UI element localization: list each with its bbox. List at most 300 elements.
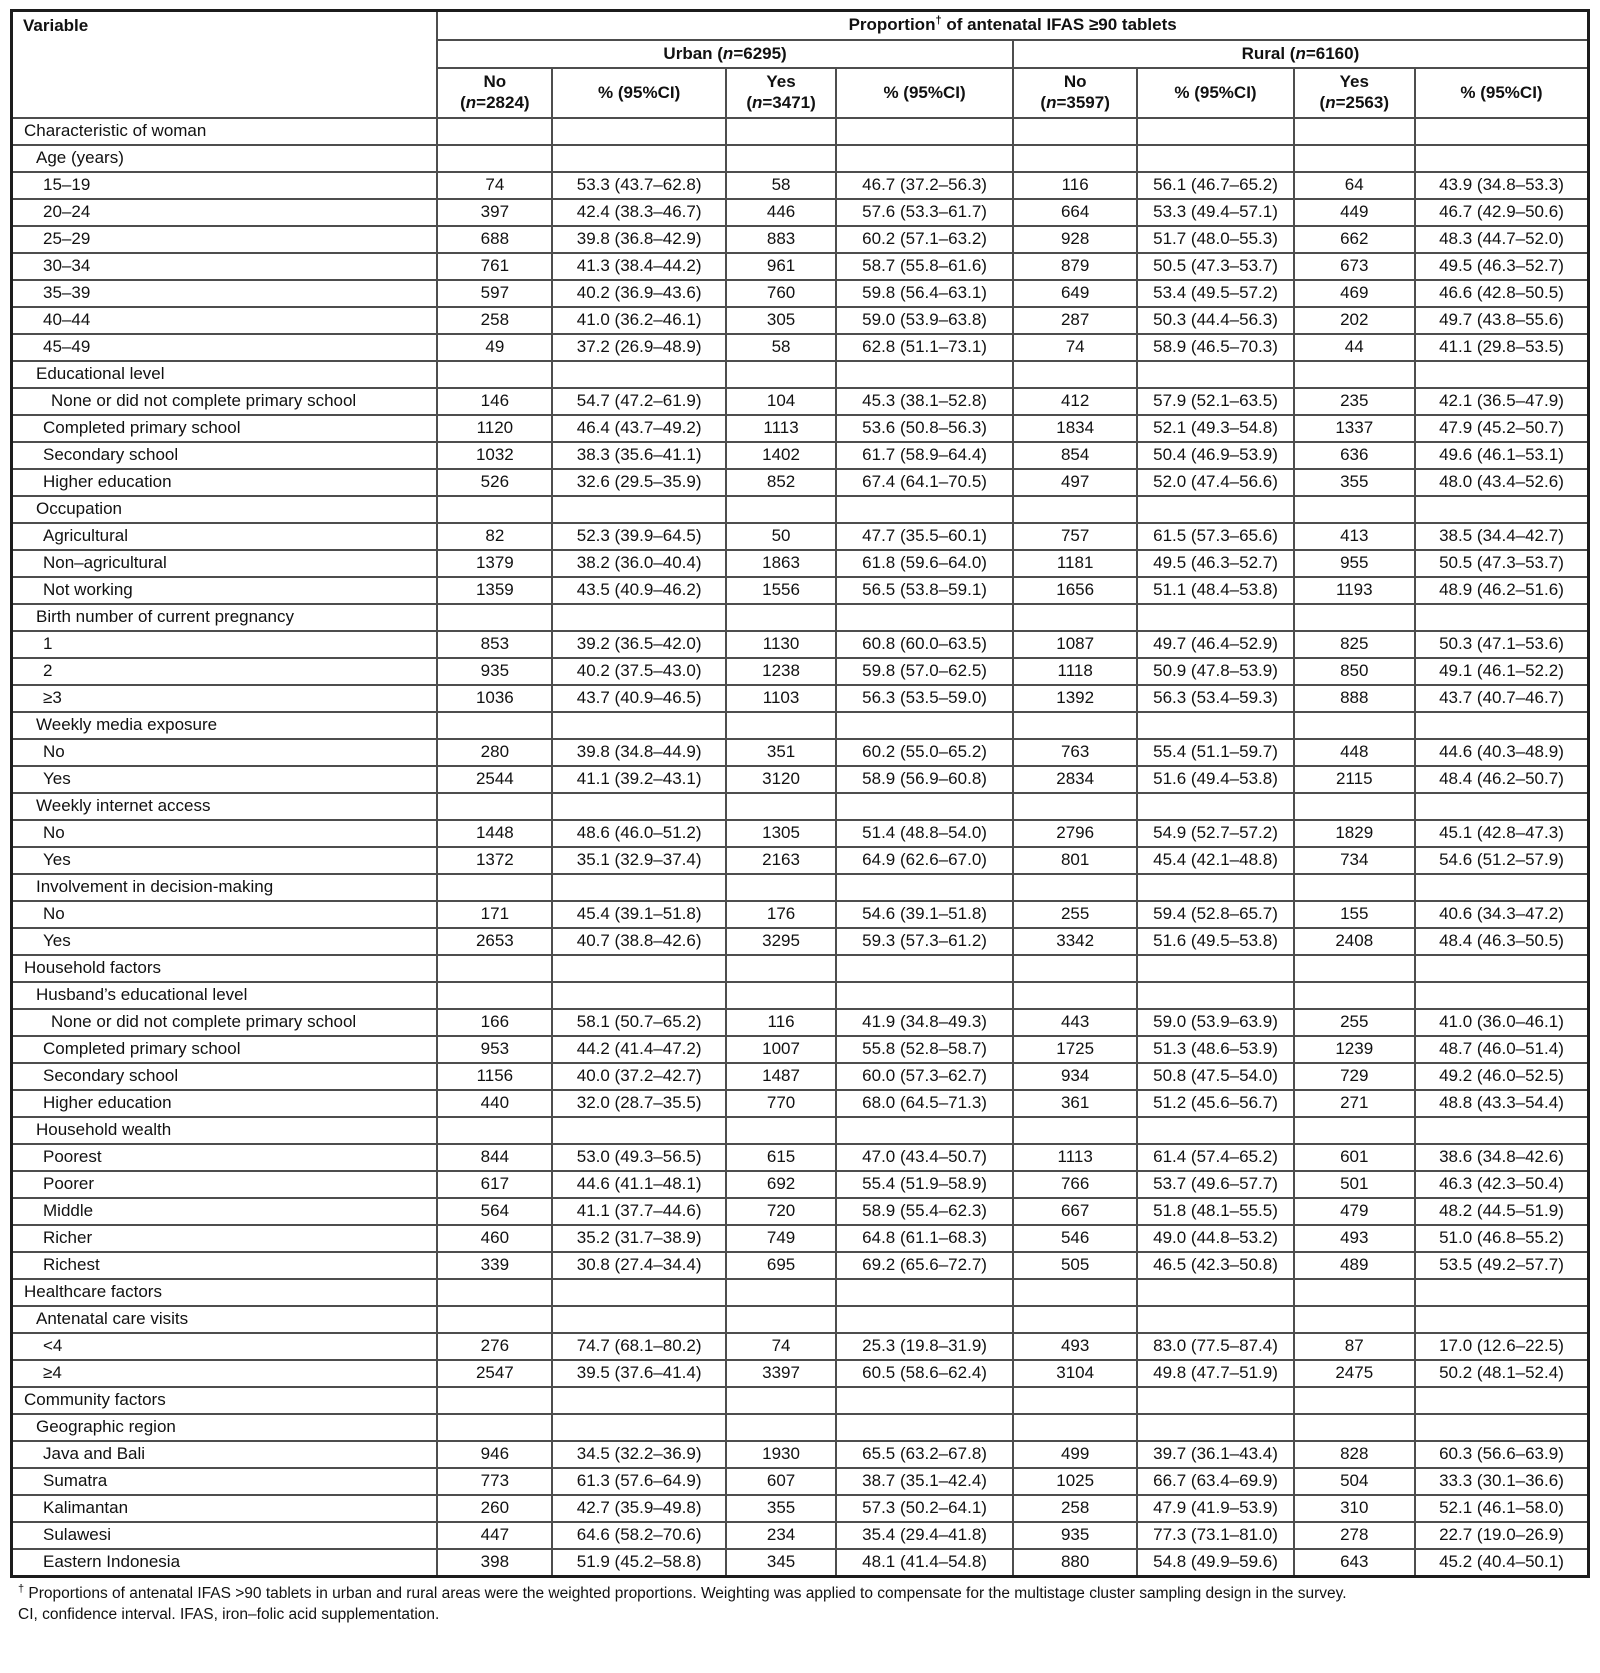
row-value: 38.2 (36.0–40.4) [552,550,725,577]
row-label: Secondary school [12,442,438,469]
row-value: 64 [1294,172,1415,199]
row-value: 87 [1294,1333,1415,1360]
row-value: 54.9 (52.7–57.2) [1137,820,1293,847]
row-value [552,145,725,172]
row-value [1137,118,1293,145]
row-value: 667 [1013,1198,1138,1225]
row-value: 55.8 (52.8–58.7) [836,1036,1013,1063]
row-value: 43.5 (40.9–46.2) [552,577,725,604]
table-row [12,1495,1589,1522]
row-label: No [12,739,438,766]
row-value: 1379 [437,550,552,577]
row-value: 45.2 (40.4–50.1) [1415,1549,1589,1576]
row-value: 40.7 (38.8–42.6) [552,928,725,955]
row-value: 688 [437,226,552,253]
row-value: 601 [1294,1144,1415,1171]
row-value: 412 [1013,388,1138,415]
header-row-title [12,11,1589,40]
row-value: 68.0 (64.5–71.3) [836,1090,1013,1117]
row-value: 56.1 (46.7–65.2) [1137,172,1293,199]
row-value: 46.6 (42.8–50.5) [1415,280,1589,307]
row-value [1415,1387,1589,1414]
row-value [552,1387,725,1414]
row-value: 59.8 (56.4–63.1) [836,280,1013,307]
table-row [12,1009,1589,1036]
row-value [1415,1117,1589,1144]
row-value: 59.8 (57.0–62.5) [836,658,1013,685]
row-value: 59.0 (53.9–63.8) [836,307,1013,334]
row-value: 953 [437,1036,552,1063]
row-value: 955 [1294,550,1415,577]
row-value [726,982,836,1009]
row-value: 41.1 (39.2–43.1) [552,766,725,793]
row-value: 729 [1294,1063,1415,1090]
row-value: 41.0 (36.0–46.1) [1415,1009,1589,1036]
row-value: 62.8 (51.1–73.1) [836,334,1013,361]
row-value: 48.3 (44.7–52.0) [1415,226,1589,253]
table-row [12,442,1589,469]
row-label: ≥3 [12,685,438,712]
row-label: Richer [12,1225,438,1252]
row-value: 34.5 (32.2–36.9) [552,1441,725,1468]
row-label: Weekly media exposure [12,712,438,739]
table-row [12,874,1589,901]
row-value: 39.5 (37.6–41.4) [552,1360,725,1387]
row-value: 255 [1294,1009,1415,1036]
row-label: 35–39 [12,280,438,307]
row-value: 854 [1013,442,1138,469]
table-row [12,1522,1589,1549]
row-value: 50.2 (48.1–52.4) [1415,1360,1589,1387]
row-value [836,1117,1013,1144]
row-value: 2653 [437,928,552,955]
row-value: 74 [1013,334,1138,361]
col-header-rural: Rural (n=6160) [1013,40,1589,69]
row-value: 44 [1294,334,1415,361]
table-row [12,1171,1589,1198]
row-value: 46.3 (42.3–50.4) [1415,1171,1589,1198]
row-value: 57.6 (53.3–61.7) [836,199,1013,226]
row-value: 447 [437,1522,552,1549]
row-value: 52.1 (46.1–58.0) [1415,1495,1589,1522]
row-label: 15–19 [12,172,438,199]
row-value [437,955,552,982]
table-row [12,199,1589,226]
row-value: 255 [1013,901,1138,928]
row-value: 45.4 (39.1–51.8) [552,901,725,928]
row-value: 45.4 (42.1–48.8) [1137,847,1293,874]
row-value: 69.2 (65.6–72.7) [836,1252,1013,1279]
row-value [726,1117,836,1144]
row-value: 116 [1013,172,1138,199]
row-value [437,361,552,388]
row-value: 50 [726,523,836,550]
row-value: 47.7 (35.5–60.1) [836,523,1013,550]
row-value [1415,118,1589,145]
row-value [836,1414,1013,1441]
row-value: 74 [726,1333,836,1360]
row-value: 41.1 (29.8–53.5) [1415,334,1589,361]
row-value: 1556 [726,577,836,604]
row-value [836,874,1013,901]
row-value: 888 [1294,685,1415,712]
row-value: 52.0 (47.4–56.6) [1137,469,1293,496]
row-value [1294,1117,1415,1144]
row-value [1415,793,1589,820]
row-value: 53.4 (49.5–57.2) [1137,280,1293,307]
row-value: 310 [1294,1495,1415,1522]
row-value: 42.1 (36.5–47.9) [1415,388,1589,415]
row-value [1013,604,1138,631]
row-value: 355 [1294,469,1415,496]
row-value [437,118,552,145]
table-row [12,1306,1589,1333]
row-value: 3397 [726,1360,836,1387]
row-value: 643 [1294,1549,1415,1576]
table-row [12,1117,1589,1144]
table-row [12,334,1589,361]
row-label: Sulawesi [12,1522,438,1549]
row-value: 844 [437,1144,552,1171]
table-row [12,604,1589,631]
row-value [1013,361,1138,388]
row-value: 2408 [1294,928,1415,955]
row-label: Age (years) [12,145,438,172]
row-label: Weekly internet access [12,793,438,820]
row-value: 649 [1013,280,1138,307]
row-value: 50.4 (46.9–53.9) [1137,442,1293,469]
row-value: 42.7 (35.9–49.8) [552,1495,725,1522]
row-label: Eastern Indonesia [12,1549,438,1576]
row-value: 48.4 (46.2–50.7) [1415,766,1589,793]
row-value: 53.5 (49.2–57.7) [1415,1252,1589,1279]
row-value: 258 [437,307,552,334]
row-value [1415,1414,1589,1441]
table-row [12,982,1589,1009]
row-value: 51.9 (45.2–58.8) [552,1549,725,1576]
row-value: 928 [1013,226,1138,253]
row-value: 355 [726,1495,836,1522]
row-value: 54.7 (47.2–61.9) [552,388,725,415]
table-row [12,1225,1589,1252]
row-value: 2475 [1294,1360,1415,1387]
row-value: 166 [437,1009,552,1036]
ifas-proportion-table [10,9,1590,1578]
col-header-rural-yes-ci: % (95%CI) [1415,68,1589,117]
row-value: 64.6 (58.2–70.6) [552,1522,725,1549]
row-value [1294,1414,1415,1441]
row-value: 22.7 (19.0–26.9) [1415,1522,1589,1549]
row-value: 493 [1013,1333,1138,1360]
row-value [552,982,725,1009]
row-value: 1402 [726,442,836,469]
row-value [836,793,1013,820]
row-value: 49.8 (47.7–51.9) [1137,1360,1293,1387]
table-row [12,1063,1589,1090]
row-value: 51.7 (48.0–55.3) [1137,226,1293,253]
row-value: 1487 [726,1063,836,1090]
row-value: 61.8 (59.6–64.0) [836,550,1013,577]
row-value: 46.7 (37.2–56.3) [836,172,1013,199]
row-value: 83.0 (77.5–87.4) [1137,1333,1293,1360]
row-value [1294,604,1415,631]
row-value: 3120 [726,766,836,793]
row-value: 53.7 (49.6–57.7) [1137,1171,1293,1198]
row-value [1013,496,1138,523]
table-row [12,469,1589,496]
row-value: 51.8 (48.1–55.5) [1137,1198,1293,1225]
row-value: 305 [726,307,836,334]
row-value [726,604,836,631]
row-value: 449 [1294,199,1415,226]
row-value: 49.2 (46.0–52.5) [1415,1063,1589,1090]
row-value: 883 [726,226,836,253]
row-value [1013,1414,1138,1441]
row-value: 60.2 (55.0–65.2) [836,739,1013,766]
row-value [1294,874,1415,901]
row-value [836,145,1013,172]
row-label: Yes [12,928,438,955]
table-row [12,172,1589,199]
row-value [1013,982,1138,1009]
row-value: 51.0 (46.8–55.2) [1415,1225,1589,1252]
row-value: 825 [1294,631,1415,658]
row-value: 49.6 (46.1–53.1) [1415,442,1589,469]
row-value: 55.4 (51.9–58.9) [836,1171,1013,1198]
row-value: 1025 [1013,1468,1138,1495]
row-value: 234 [726,1522,836,1549]
row-value: 58 [726,334,836,361]
row-value [726,955,836,982]
row-label: Higher education [12,1090,438,1117]
row-label: Characteristic of woman [12,118,438,145]
row-value: 49.0 (44.8–53.2) [1137,1225,1293,1252]
row-value: 50.5 (47.3–53.7) [1137,253,1293,280]
row-value: 49.5 (46.3–52.7) [1415,253,1589,280]
table-row [12,631,1589,658]
row-value [726,1387,836,1414]
row-value: 607 [726,1468,836,1495]
row-value: 50.3 (44.4–56.3) [1137,307,1293,334]
row-label: Involvement in decision-making [12,874,438,901]
row-value [1415,604,1589,631]
row-value: 413 [1294,523,1415,550]
row-value [1137,145,1293,172]
row-value: 493 [1294,1225,1415,1252]
row-value: 51.2 (45.6–56.7) [1137,1090,1293,1117]
row-value [437,793,552,820]
row-label: Completed primary school [12,415,438,442]
row-value: 38.3 (35.6–41.1) [552,442,725,469]
row-value [552,793,725,820]
row-value: 59.0 (53.9–63.9) [1137,1009,1293,1036]
row-value: 852 [726,469,836,496]
row-label: Birth number of current pregnancy [12,604,438,631]
table-row [12,388,1589,415]
table-row [12,1549,1589,1576]
row-value: 617 [437,1171,552,1198]
row-value: 260 [437,1495,552,1522]
row-label: Secondary school [12,1063,438,1090]
row-value [836,712,1013,739]
row-value: 57.9 (52.1–63.5) [1137,388,1293,415]
row-value [726,361,836,388]
row-value: 760 [726,280,836,307]
row-value [1137,982,1293,1009]
col-header-urban: Urban (n=6295) [437,40,1013,69]
row-value: 40.0 (37.2–42.7) [552,1063,725,1090]
row-value: 504 [1294,1468,1415,1495]
row-value: 61.7 (58.9–64.4) [836,442,1013,469]
row-value: 1238 [726,658,836,685]
row-value: 17.0 (12.6–22.5) [1415,1333,1589,1360]
row-label: Non–agricultural [12,550,438,577]
table-row [12,253,1589,280]
row-value: 60.0 (57.3–62.7) [836,1063,1013,1090]
row-value: 35.4 (29.4–41.8) [836,1522,1013,1549]
row-value: 47.9 (41.9–53.9) [1137,1495,1293,1522]
row-value: 3295 [726,928,836,955]
row-value: 1656 [1013,577,1138,604]
row-value [836,604,1013,631]
row-value [1415,874,1589,901]
row-value: 1834 [1013,415,1138,442]
row-value: 42.4 (38.3–46.7) [552,199,725,226]
row-value: 853 [437,631,552,658]
row-value: 935 [1013,1522,1138,1549]
row-value: 773 [437,1468,552,1495]
row-label: Not working [12,577,438,604]
row-value [1294,145,1415,172]
row-value [437,712,552,739]
row-value: 1392 [1013,685,1138,712]
row-label: ≥4 [12,1360,438,1387]
table-row [12,307,1589,334]
row-value [552,604,725,631]
row-value: 45.1 (42.8–47.3) [1415,820,1589,847]
row-value: 351 [726,739,836,766]
row-value: 879 [1013,253,1138,280]
row-value: 60.3 (56.6–63.9) [1415,1441,1589,1468]
row-value: 1103 [726,685,836,712]
row-value: 770 [726,1090,836,1117]
row-value: 1239 [1294,1036,1415,1063]
row-label: Yes [12,766,438,793]
row-value: 104 [726,388,836,415]
row-value: 1359 [437,577,552,604]
row-label: Community factors [12,1387,438,1414]
row-value: 1087 [1013,631,1138,658]
row-value: 77.3 (73.1–81.0) [1137,1522,1293,1549]
row-value: 280 [437,739,552,766]
row-value: 74 [437,172,552,199]
row-value: 460 [437,1225,552,1252]
table-body [12,118,1589,1576]
row-value: 51.4 (48.8–54.0) [836,820,1013,847]
row-value: 38.5 (34.4–42.7) [1415,523,1589,550]
row-value [1294,1387,1415,1414]
row-value: 60.5 (58.6–62.4) [836,1360,1013,1387]
dagger-superscript: † [935,14,942,27]
table-row [12,1414,1589,1441]
row-value: 1181 [1013,550,1138,577]
row-value [1294,361,1415,388]
row-value: 171 [437,901,552,928]
row-value: 176 [726,901,836,928]
row-value: 61.5 (57.3–65.6) [1137,523,1293,550]
row-value: 58.9 (55.4–62.3) [836,1198,1013,1225]
row-value: 60.8 (60.0–63.5) [836,631,1013,658]
row-value [1013,955,1138,982]
row-value: 48.1 (41.4–54.8) [836,1549,1013,1576]
row-value [552,955,725,982]
row-value: 39.8 (36.8–42.9) [552,226,725,253]
row-value: 52.1 (49.3–54.8) [1137,415,1293,442]
row-value [1294,1279,1415,1306]
row-value: 1156 [437,1063,552,1090]
table-row [12,145,1589,172]
row-value: 1337 [1294,415,1415,442]
row-value: 662 [1294,226,1415,253]
row-value: 50.9 (47.8–53.9) [1137,658,1293,685]
row-value: 448 [1294,739,1415,766]
row-value [1415,955,1589,982]
table-row [12,658,1589,685]
row-value [836,1279,1013,1306]
row-value [1294,793,1415,820]
row-value: 51.6 (49.4–53.8) [1137,766,1293,793]
row-value [1013,874,1138,901]
row-value [836,361,1013,388]
row-value: 32.0 (28.7–35.5) [552,1090,725,1117]
row-value [1013,712,1138,739]
row-value [1137,1279,1293,1306]
row-value [1137,1306,1293,1333]
row-label: Occupation [12,496,438,523]
row-value: 146 [437,388,552,415]
row-value: 50.3 (47.1–53.6) [1415,631,1589,658]
row-value: 56.3 (53.5–59.0) [836,685,1013,712]
row-value: 345 [726,1549,836,1576]
row-value: 2163 [726,847,836,874]
table-row [12,955,1589,982]
table-row [12,847,1589,874]
row-value [552,118,725,145]
table-row [12,1468,1589,1495]
row-value: 2834 [1013,766,1138,793]
col-header-rural-no: No (n=3597) [1013,68,1138,117]
row-label: Middle [12,1198,438,1225]
row-value: 526 [437,469,552,496]
row-label: Yes [12,847,438,874]
row-value [726,1306,836,1333]
row-value: 155 [1294,901,1415,928]
row-value [726,118,836,145]
row-value [552,1306,725,1333]
row-value: 74.7 (68.1–80.2) [552,1333,725,1360]
row-value [1415,1279,1589,1306]
row-value: 59.3 (57.3–61.2) [836,928,1013,955]
row-value: 44.6 (40.3–48.9) [1415,739,1589,766]
row-value: 48.4 (46.3–50.5) [1415,928,1589,955]
row-value: 33.3 (30.1–36.6) [1415,1468,1589,1495]
row-label: Java and Bali [12,1441,438,1468]
row-value [726,712,836,739]
row-value: 278 [1294,1522,1415,1549]
row-value: 61.4 (57.4–65.2) [1137,1144,1293,1171]
row-value [1294,1306,1415,1333]
row-value: 880 [1013,1549,1138,1576]
